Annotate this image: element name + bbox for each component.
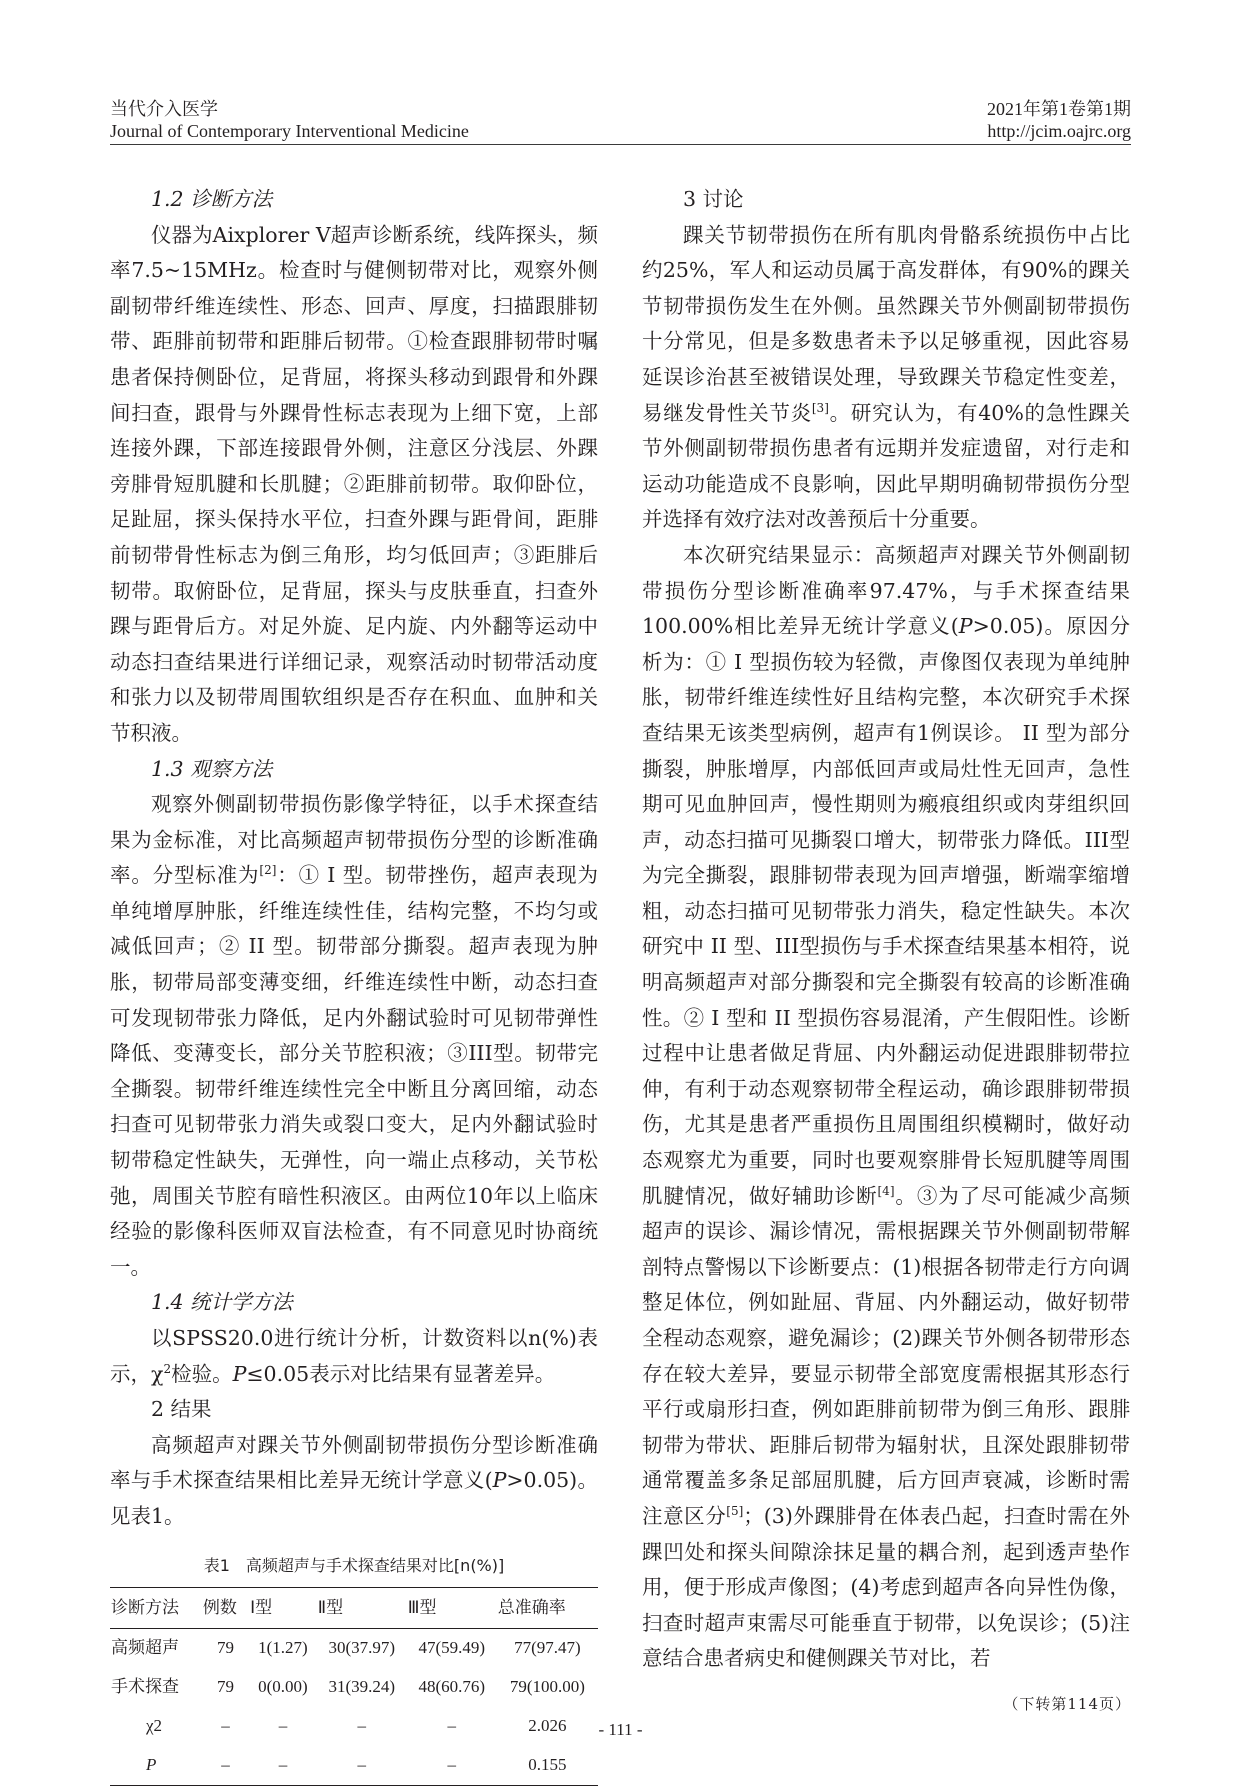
table-1-caption: 表1 高频超声与手术探查结果对比[n(%)] (203, 1555, 505, 1575)
section-1-3-paragraph: 观察外侧副韧带损伤影像学特征，以手术探查结果为金标准，对比高频超声韧带损伤分型的诊断准确率。分型标准为[2]：① I 型。韧带挫伤，超声表现为单纯增厚肿胀，纤维连续性佳，结构完整，不均匀或减低回声；② II 型。韧带部分撕裂。超声表现为肿胀，韧带局部变薄变细，纤维连续性中断，动态扫查可发现韧带张力降低，足内外翻试验时可见韧带弹性降低、变薄变长，部分关节腔积液；③III型。韧带完全撕裂。韧带纤维连续性完全中断且分离回缩，动态扫查可见韧带张力消失或裂口变大，足内外翻试验时韧带稳定性缺失，无弹性，向一端止点移动，关节松弛，周围关节腔有暗性积液区。由两位10年以上临床经验的影像科医师双盲法检查，有不同意见时协商统一。 (110, 792, 599, 1279)
table-cell: 31(39.24) (328, 1677, 396, 1697)
left-column (110, 182, 598, 1786)
table-cell: 79(100.00) (509, 1677, 585, 1697)
table-cell: – (357, 1716, 367, 1736)
citation-5[interactable]: [5] (726, 1504, 744, 1519)
table-cell: – (221, 1716, 230, 1736)
table-cell: – (407, 1746, 497, 1786)
table-cell: – (249, 1746, 317, 1786)
table-cell: χ2 (146, 1716, 163, 1736)
issue-info: 2021年第1卷第1期 (987, 99, 1131, 119)
section-1-4-title: 1.4 统计学方法 (151, 1290, 293, 1315)
table-cell: 30(37.97) (328, 1638, 396, 1658)
table-cell: – (447, 1716, 457, 1736)
table-header-cell: 总准确率 (497, 1587, 598, 1628)
table-row (110, 1668, 598, 1707)
table-cell: 48(60.76) (418, 1677, 486, 1697)
section-1-3-title: 1.3 观察方法 (151, 756, 273, 781)
header-left (110, 98, 469, 142)
section-1-4-paragraph: 以SPSS20.0进行统计分析，计数资料以n(%)表示，$\chi^2$检验。P≤0.05表示对比结果有显著差异。 (110, 1326, 598, 1386)
table-cell: 77(97.47) (514, 1638, 581, 1658)
table-cell: – (317, 1746, 407, 1786)
section-3-title: 3 讨论 (683, 187, 744, 211)
journal-url: http://jcim.oajrc.org (987, 121, 1131, 141)
discussion-paragraph-2: 本次研究结果显示：高频超声对踝关节外侧副韧带损伤分型诊断准确率97.47%，与手术探查结果100.00%相比差异无统计学意义(P>0.05)。原因分析为：① I 型损伤较为轻微，声像图仅表现为单纯肿胀，韧带纤维连续性好且结构完整，本次研究手术探查结果无该类型病例，超声有1例误诊。 II 型为部分撕裂，肿胀增厚，内部低回声或局灶性无回声，急性期可见血肿回声，慢性期则为瘢痕组织或肉芽组织回声，动态扫描可见撕裂口增大，韧带张力降低。III型为完全撕裂，跟腓韧带表现为回声增强，断端挛缩增粗，动态扫描可见韧带张力消失，稳定性缺失。本次研究中 II 型、III型损伤与手术探查结果基本相符，说明高频超声对部分撕裂和完全撕裂有较高的诊断准确性。② I 型和 II 型损伤容易混淆，产生假阳性。诊断过程中让患者做足背屈、内外翻运动促进跟腓韧带拉伸，有利于动态观察韧带全程运动，确诊跟腓韧带损伤，尤其是患者严重损伤且周围组织模糊时，做好动态观察尤为重要，同时也要观察腓骨长短肌腱等周围肌腱情况，做好辅助诊断[4]。③为了尽可能减少高频超声的误诊、漏诊情况，需根据踝关节外侧副韧带解剖特点警惕以下诊断要点：(1)根据各韧带走行方向调整足体位，例如趾屈、背屈、内外翻运动，做好韧带全程动态观察，避免漏诊；(2)踝关节外侧各韧带形态存在较大差异，要显示韧带全部宽度需根据其形态行平行或扇形扫查，例如距腓前韧带为倒三角形、跟腓韧带为带状、距腓后韧带为辐射状，且深处跟腓韧带通常覆盖多条足部屈肌腱，后方回声衰减，诊断时需注意区分[5]；(3)外踝腓骨在体表凸起，扫查时需在外踝凹处和探头间隙涂抹足量的耦合剂，起到透声垫作用，便于形成声像图；(4)考虑到超声各向异性伪像，扫查时超声束需尽可能垂直于韧带，以免误诊；(5)注意结合患者病史和健侧踝关节对比，若 (642, 542, 1130, 1671)
table-cell: 0.155 (497, 1746, 598, 1786)
section-1-2-title: 1.2 诊断方法 (151, 187, 273, 211)
page-number: - 111 - (598, 1720, 643, 1739)
table-cell: 手术探查 (111, 1677, 179, 1697)
table-cell: P (110, 1746, 202, 1786)
table-cell: 0(0.00) (258, 1677, 308, 1697)
table-header-cell: Ⅱ型 (317, 1587, 407, 1628)
table-cell: – (278, 1716, 288, 1736)
journal-title-en: Journal of Contemporary Interventional Medicine (110, 121, 469, 141)
page-header (110, 98, 1131, 145)
table-header-cell: Ⅲ型 (407, 1587, 497, 1628)
citation-3[interactable]: [3] (811, 400, 829, 415)
table-header-cell: 例数 (202, 1587, 249, 1628)
citation-2[interactable]: [2] (259, 863, 277, 878)
section-2-title: 2 结果 (151, 1397, 212, 1422)
table-cell: 1(1.27) (258, 1638, 308, 1658)
table-row (110, 1628, 598, 1668)
table-cell: 79 (216, 1677, 234, 1697)
journal-title-cn: 当代介入医学 (110, 99, 218, 119)
citation-4[interactable]: [4] (877, 1183, 895, 1198)
section-2-paragraph: 高频超声对踝关节外侧副韧带损伤分型诊断准确率与手术探查结果相比差异无统计学意义(P>0.05)。见表1。 (110, 1432, 598, 1528)
section-1-2-paragraph: 仪器为Aixplorer V超声诊断系统，线阵探头，频率7.5~15MHz。检查时与健侧韧带对比，观察外侧副韧带纤维连续性、形态、回声、厚度，扫描跟腓韧带、距腓前韧带和距腓后韧带。①检查跟腓韧带时嘱患者保持侧卧位，足背屈，将探头移动到跟骨和外踝间扫查，跟骨与外踝骨性标志表现为上细下宽，上部连接外踝，下部连接跟骨外侧，注意区分浅层、外踝旁腓骨短肌腱和长肌腱；②距腓前韧带。取仰卧位，足趾屈，探头保持水平位，扫查外踝与距骨间，距腓前韧带骨性标志为倒三角形，均匀低回声；③距腓后韧带。取俯卧位，足背屈，探头与皮肤垂直，扫查外踝与距骨后方。对足外旋、足内旋、内外翻等运动中动态扫查结果进行详细记录，观察活动时韧带活动度和张力以及韧带周围软组织是否存在积血、血肿和关节积液。 (110, 222, 598, 745)
table-cell: 47(59.49) (418, 1638, 486, 1658)
header-right (987, 98, 1131, 142)
table-cell: – (202, 1746, 249, 1786)
table-header-row (110, 1587, 598, 1628)
table-cell: 2.026 (528, 1716, 567, 1736)
continued-note: （下转第114页） (1003, 1695, 1131, 1713)
table-header-cell: 诊断方法 (110, 1587, 202, 1628)
table-row (110, 1746, 598, 1786)
table-header-cell: Ⅰ型 (249, 1587, 317, 1628)
table-cell: 79 (216, 1638, 234, 1658)
discussion-paragraph-1: 踝关节韧带损伤在所有肌肉骨骼系统损伤中占比约25%，军人和运动员属于高发群体，有90%的踝关节韧带损伤发生在外侧。虽然踝关节外侧副韧带损伤十分常见，但是多数患者未予以足够重视，因此容易延误诊治甚至被错误处理，导致踝关节稳定性变差，易继发骨性关节炎[3]。研究认为，有40%的急性踝关节外侧副韧带损伤患者有远期并发症遗留，对行走和运动功能造成不良影响，因此早期明确韧带损伤分型并选择有效疗法对改善预后十分重要。 (642, 222, 1130, 532)
results-table (110, 1587, 598, 1786)
right-column (642, 182, 1130, 1677)
table-cell: 高频超声 (111, 1638, 179, 1658)
